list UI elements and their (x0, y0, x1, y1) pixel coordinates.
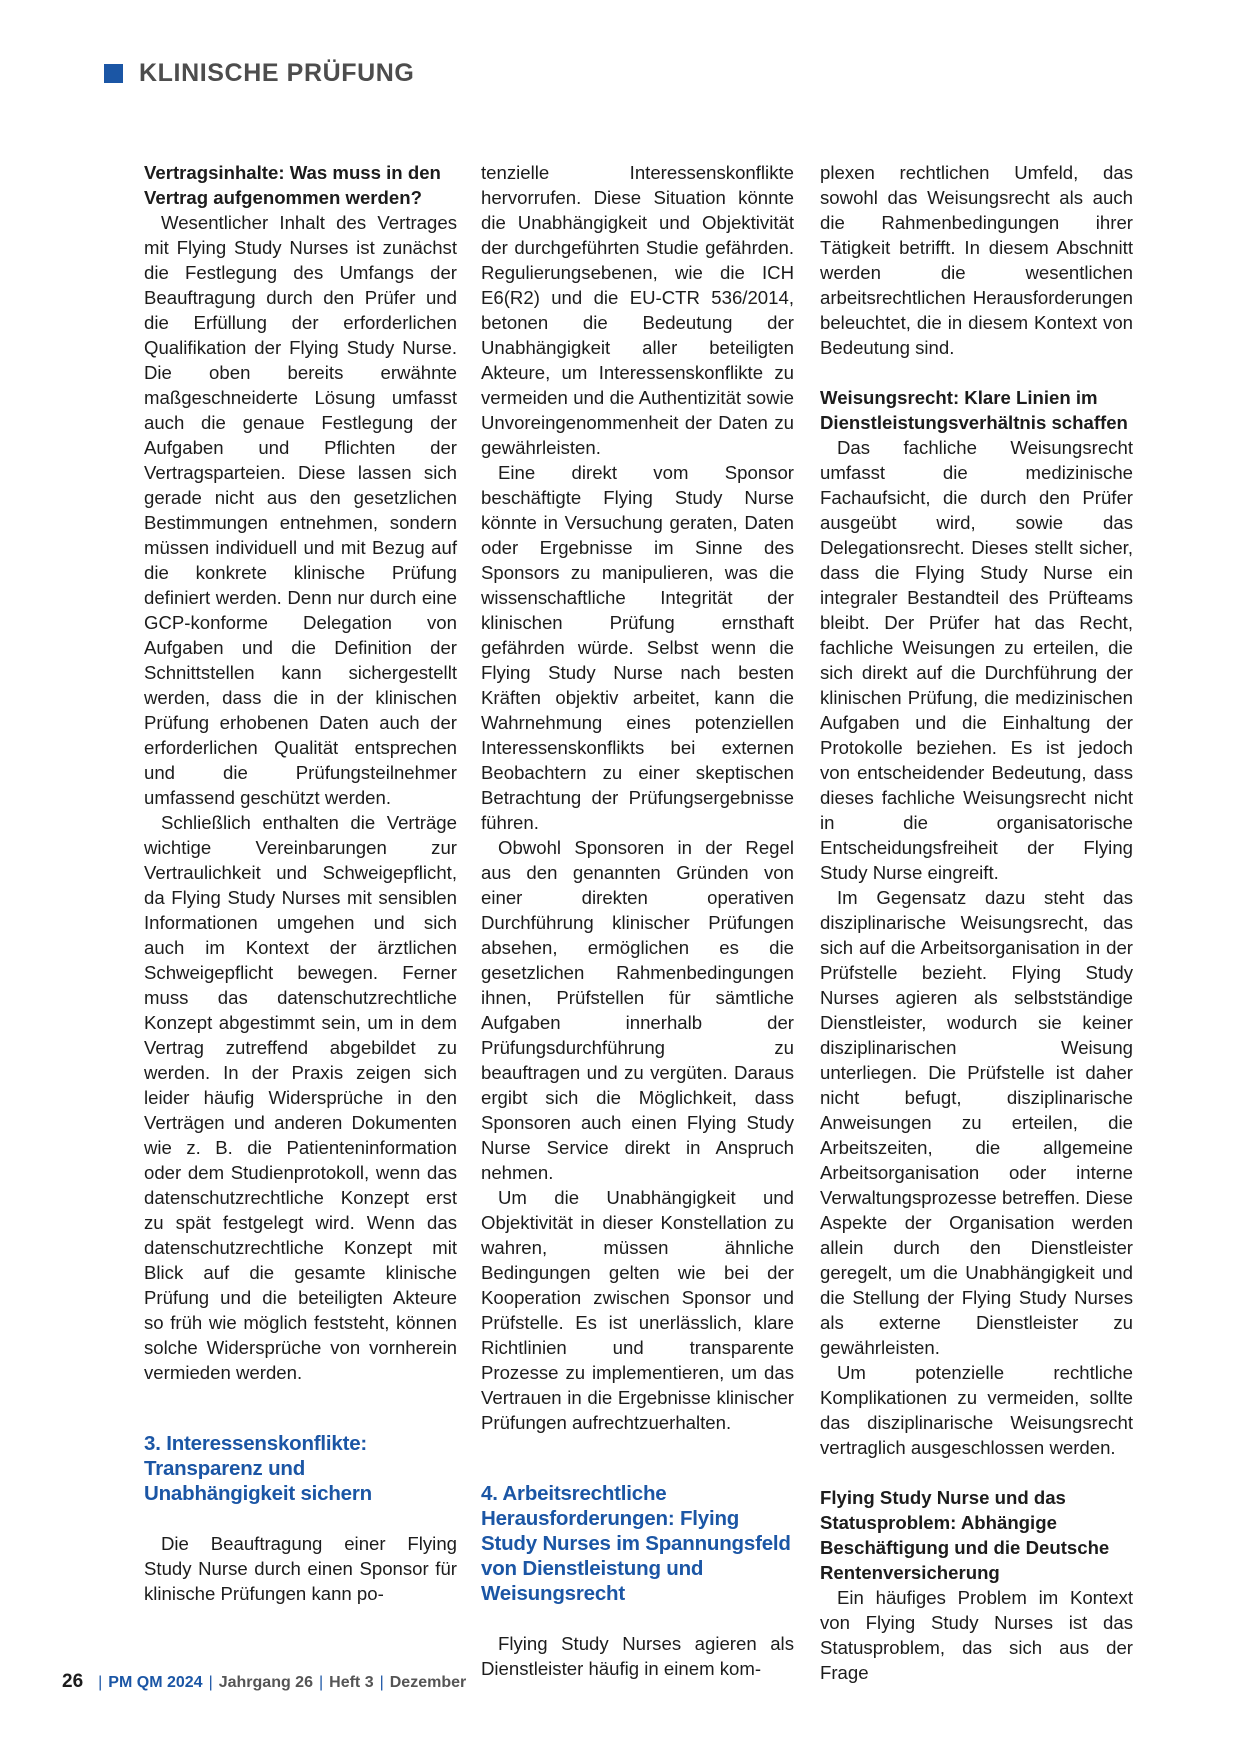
issue: Heft 3 (329, 1674, 374, 1691)
page-number: 26 (62, 1671, 84, 1692)
paragraph: Flying Study Nurses agieren als Dienstleister häufig in einem kom- (481, 1633, 794, 1679)
paragraph: tenzielle Interessenskonflikte hervorrufen. Diese Situation könnte die Unabhängigkeit und Objektivität der durchgeführten Studie gefährden. Regulierungsebenen, wie die ICH E6(R2) und die EU-CTR 536/2014, betonen die Bedeutung der Unabhängigkeit aller beteiligten Akteure, um Interessenskonflikte zu vermeiden und die Authentizität sowie Unvoreingenommenheit der Daten zu gewährleisten. (481, 162, 794, 458)
subheading-contract-contents: Vertragsinhalte: Was muss in den Vertrag aufgenommen werden? (144, 162, 441, 208)
footer-separator: | (318, 1674, 324, 1691)
paragraph: Um die Unabhängigkeit und Objektivität in dieser Konstellation zu wahren, müssen ähnliche Bedingungen gelten wie bei der Kooperation zwischen Sponsor und Prüfstelle. Es ist unerlässlich, klare Richtlinien und transparente Prozesse zu implementieren, um das Vertrauen in die Ergebnisse klinischer Prüfungen aufrechtzuerhalten. (481, 1187, 794, 1433)
page-header (104, 56, 414, 90)
month: Dezember (389, 1674, 467, 1691)
paragraph: Ein häufiges Problem im Kontext von Flying Study Nurses ist das Statusproblem, das sich aus der Frage (820, 1587, 1133, 1683)
column-left (144, 160, 457, 1606)
paragraph: Schließlich enthalten die Verträge wichtige Vereinbarungen zur Vertraulichkeit und Schweigepflicht, da Flying Study Nurses mit sensiblen Informationen umgehen und sich auch im Kontext der ärztlichen Schweigepflicht bewegen. Ferner muss das datenschutzrechtliche Konzept abgestimmt sein, um in dem Vertrag zutreffend abgebildet zu werden. In der Praxis zeigen sich leider häufig Widersprüche in den Verträgen und anderen Dokumenten wie z. B. die Patienteninformation oder dem Studienprotokoll, wenn das datenschutzrechtliche Konzept erst zu spät festgelegt wird. Wenn das datenschutzrechtliche Konzept mit Blick auf die gesamte klinische Prüfung und die beteiligten Akteure so früh wie möglich feststeht, können solche Widersprüche von vornherein vermieden werden. (144, 812, 457, 1383)
footer-separator: | (379, 1674, 384, 1691)
volume: Jahrgang 26 (218, 1674, 313, 1691)
page-footer (62, 1671, 466, 1693)
column-right (820, 160, 1133, 1685)
section-marker-square (104, 64, 123, 83)
section-title: KLINISCHE PRÜFUNG (139, 58, 415, 87)
paragraph: Um potenzielle rechtliche Komplikationen zu vermeiden, sollte das disziplinarische Weisungsrecht vertraglich ausgeschlossen werden. (820, 1362, 1133, 1458)
subheading-weisungsrecht: Weisungsrecht: Klare Linien im Dienstleistungsverhältnis schaffen (820, 387, 1128, 433)
publication-name: PM QM 2024 (108, 1674, 203, 1691)
footer-separator: | (208, 1674, 213, 1691)
subheading-statusproblem: Flying Study Nurse und das Statusproblem: Abhängige Beschäftigung und die Deutsche Rentenversicherung (820, 1487, 1110, 1583)
column-middle (481, 160, 794, 1681)
paragraph: Die Beauftragung einer Flying Study Nurse durch einen Sponsor für klinische Prüfungen kann po- (144, 1533, 457, 1604)
paragraph: Im Gegensatz dazu steht das disziplinarische Weisungsrecht, das sich auf die Arbeitsorganisation in der Prüfstelle bezieht. Flying Study Nurses agieren als selbstständige Dienstleister, wodurch sie keiner disziplinarischen Weisung unterliegen. Die Prüfstelle ist daher nicht befugt, disziplinarische Anweisungen zu erteilen, die Arbeitszeiten, die allgemeine Arbeitsorganisation oder interne Verwaltungsprozesse betreffen. Diese Aspekte der Organisation werden allein durch den Dienstleister geregelt, um die Unabhängigkeit und die Stellung der Flying Study Nurses als externe Dienstleister zu gewährleisten. (820, 887, 1133, 1358)
paragraph: plexen rechtlichen Umfeld, das sowohl das Weisungsrecht als auch die Rahmenbedingungen ihrer Tätigkeit betrifft. In diesem Abschnitt werden die wesentlichen arbeitsrechtlichen Herausforderungen beleuchtet, die in diesem Kontext von Bedeutung sind. (820, 162, 1133, 358)
paragraph: Wesentlicher Inhalt des Vertrages mit Flying Study Nurses ist zunächst die Festlegung des Umfangs der Beauftragung durch den Prüfer und die Erfüllung der erforderlichen Qualifikation der Flying Study Nurse. Die oben bereits erwähnte maßgeschneiderte Lösung umfasst auch die genaue Festlegung der Aufgaben und Pflichten der Vertragsparteien. Diese lassen sich gerade nicht aus den gesetzlichen Bestimmungen entnehmen, sondern müssen individuell und mit Bezug auf die konkrete klinische Prüfung definiert werden. Denn nur durch eine GCP-konforme Delegation von Aufgaben und die Definition der Schnittstellen kann sichergestellt werden, dass die in der klinischen Prüfung erhobenen Daten auch der erforderlichen Qualität entsprechen und die Prüfungsteilnehmer umfassend geschützt werden. (144, 212, 457, 808)
section-heading-4: 4. Arbeitsrechtliche Herausforderungen: Flying Study Nurses im Spannungsfeld von Dienstleistung und Weisungsrecht (481, 1482, 791, 1605)
paragraph: Obwohl Sponsoren in der Regel aus den genannten Gründen von einer direkten operativen Durchführung klinischer Prüfungen absehen, ermöglichen es die gesetzlichen Rahmenbedingungen ihnen, Prüfstellen für sämtliche Aufgaben innerhalb der Prüfungsdurchführung zu beauftragen und zu vergüten. Daraus ergibt sich die Möglichkeit, dass Sponsoren auch einen Flying Study Nurse Service direkt in Anspruch nehmen. (481, 837, 794, 1183)
section-heading-3: 3. Interessenskonflikte: Transparenz und Unabhängigkeit sichern (144, 1432, 372, 1505)
paragraph: Das fachliche Weisungsrecht umfasst die medizinische Fachaufsicht, die durch den Prüfer ausgeübt wird, sowie das Delegationsrecht. Dieses stellt sicher, dass die Flying Study Nurse ein integraler Bestandteil des Prüfteams bleibt. Der Prüfer hat das Recht, fachliche Weisungen zu erteilen, die sich direkt auf die Durchführung der klinischen Prüfung, die medizinischen Aufgaben und die Einhaltung der Protokolle beziehen. Es ist jedoch von entscheidender Bedeutung, dass dieses fachliche Weisungsrecht nicht in die organisatorische Entscheidungsfreiheit der Flying Study Nurse eingreift. (820, 437, 1133, 883)
footer-separator: | (98, 1674, 103, 1691)
paragraph: Eine direkt vom Sponsor beschäftigte Flying Study Nurse könnte in Versuchung geraten, Daten oder Ergebnisse im Sinne des Sponsors zu manipulieren, was die wissenschaftliche Integrität der klinischen Prüfung ernsthaft gefährden würde. Selbst wenn die Flying Study Nurse nach besten Kräften objektiv arbeitet, kann die Wahrnehmung eines potenziellen Interessenskonflikts bei externen Beobachtern zu einer skeptischen Betrachtung der Prüfungsergebnisse führen. (481, 462, 794, 833)
